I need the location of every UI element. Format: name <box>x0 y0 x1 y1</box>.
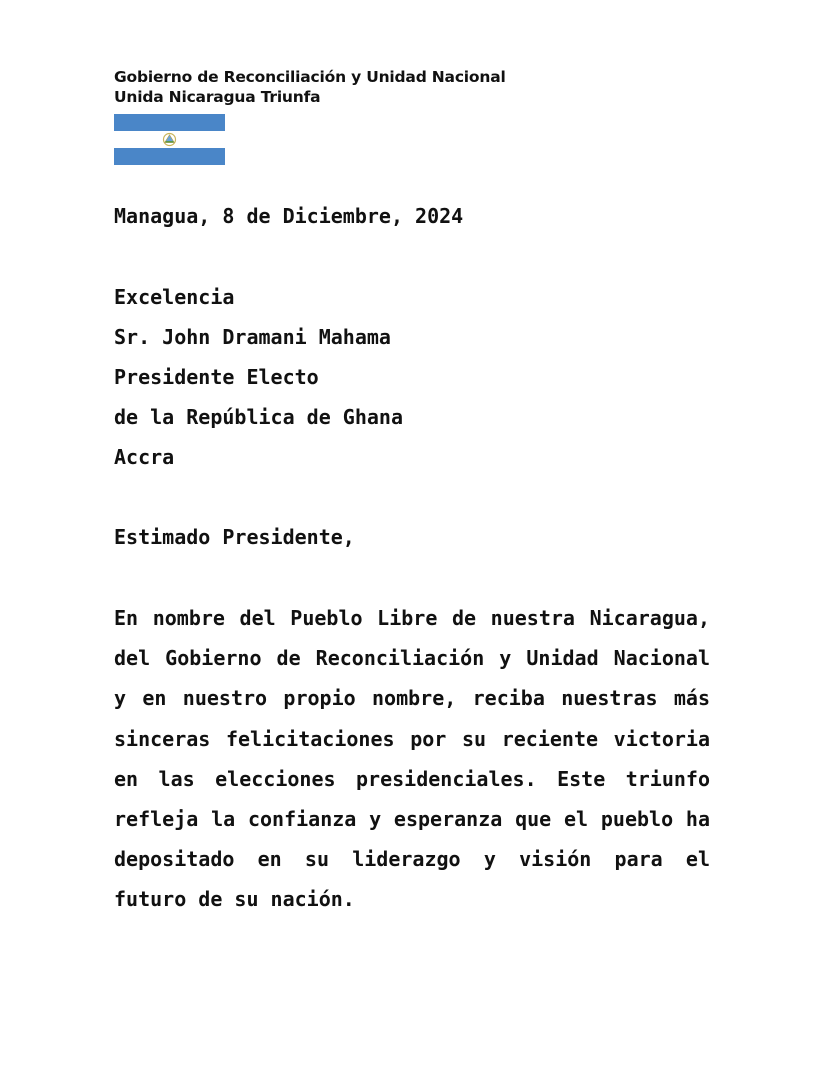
recipient-line: Excelencia <box>114 285 235 309</box>
recipient-line: Accra <box>114 445 175 469</box>
letterhead <box>114 67 506 107</box>
recipient-line: Sr. John Dramani Mahama <box>114 325 391 349</box>
letterhead-slogan: Unida Nicaragua Triunfa <box>114 88 321 106</box>
letterhead-government-name: Gobierno de Reconciliación y Unidad Nacional <box>114 68 506 86</box>
salutation: Estimado Presidente, <box>114 525 355 549</box>
letter-body-paragraph: En nombre del Pueblo Libre de nuestra Nicaragua, del Gobierno de Reconciliación y Unidad Nacional y en nuestro propio nombre, reciba nuestras más sinceras felicitaciones por su reciente victoria en las elecciones presidenciales. Este triunfo refleja la confianza y esperanza que el pueblo ha depositado en su liderazgo y visión para el futuro de su nación. <box>114 606 710 912</box>
letter-date: Managua, 8 de Diciembre, 2024 <box>114 204 464 228</box>
recipient-line: Presidente Electo <box>114 365 319 389</box>
recipient-line: de la República de Ghana <box>114 405 403 429</box>
nicaragua-flag-icon <box>114 114 225 165</box>
